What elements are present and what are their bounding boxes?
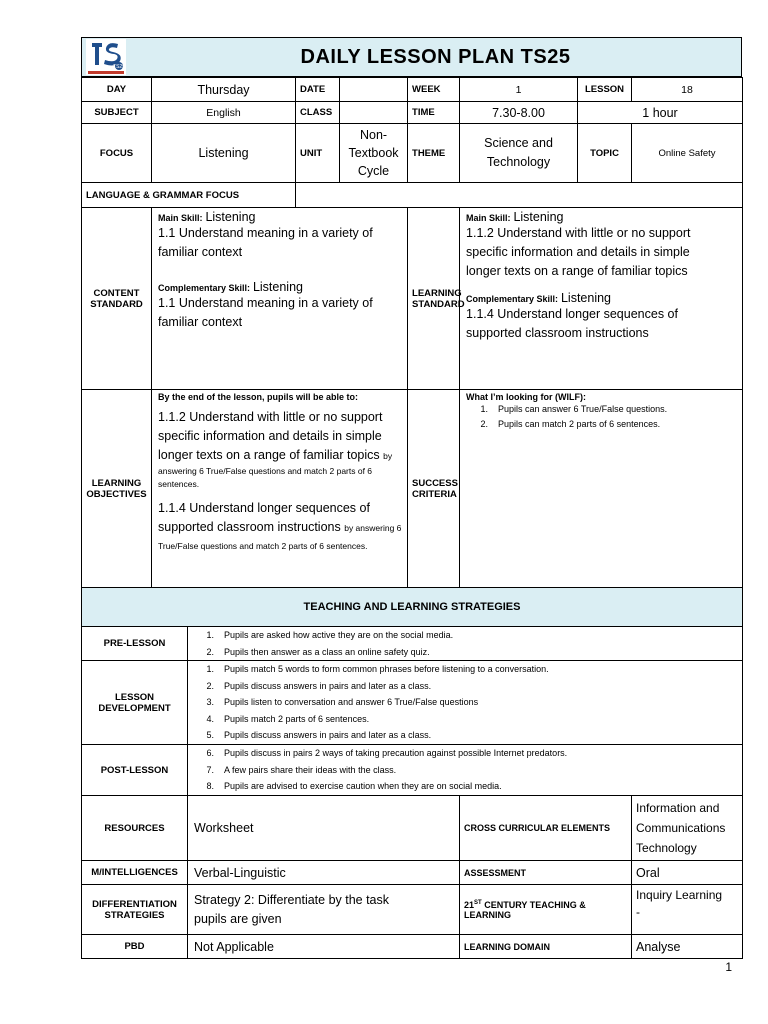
lesson-development-label xyxy=(82,661,188,745)
lo-obj2-tail-1: by answering 6 xyxy=(344,523,402,533)
cce-label: CROSS CURRICULAR ELEMENTS xyxy=(460,796,632,861)
pbd-label: PBD xyxy=(82,935,188,959)
learning-objectives-label xyxy=(82,390,152,588)
cce-line-1: Information and xyxy=(636,801,720,815)
post-lesson-body xyxy=(188,745,743,796)
lesson-plan-table xyxy=(81,77,743,959)
pbd-value: Not Applicable xyxy=(188,935,460,959)
language-focus-value xyxy=(296,183,743,208)
unit-line-1: Non- xyxy=(359,128,388,142)
pre-lesson-body xyxy=(188,627,743,661)
list-item: 6. Pupils discuss in pairs 2 ways of taking precaution against possible Internet predators. xyxy=(206,748,568,759)
ls-main-line-1: 1.1.2 Understand with little or no support xyxy=(466,226,691,240)
lo-label-2: OBJECTIVES xyxy=(86,488,147,500)
cs-main-line-2: familiar context xyxy=(158,245,243,259)
row-resources xyxy=(82,796,743,861)
date-label: DATE xyxy=(296,78,340,102)
c21-prefix: 21 xyxy=(464,899,475,910)
row-intelligences xyxy=(82,861,743,885)
list-item: 2. Pupils discuss answers in pairs and later as a class. xyxy=(206,680,432,691)
cce-value xyxy=(632,796,743,861)
language-focus-label: LANGUAGE & GRAMMAR FOCUS xyxy=(82,183,296,208)
sc-label-2: CRITERIA xyxy=(412,488,457,500)
cs-main-line-1: 1.1 Understand meaning in a variety of xyxy=(158,226,373,240)
c21-sup: ST xyxy=(474,899,482,906)
c21-value xyxy=(632,885,743,935)
lo-obj1-tail-3: sentences. xyxy=(158,479,200,489)
lesson-value: 18 xyxy=(632,78,743,102)
row-differentiation xyxy=(82,885,743,935)
cs-comp-prefix: Complementary Skill: xyxy=(158,283,251,293)
time-label: TIME xyxy=(408,102,460,124)
c21-label xyxy=(460,885,632,935)
unit-line-3: Cycle xyxy=(357,164,390,178)
row-subject xyxy=(82,102,743,124)
lesson-development-body xyxy=(188,661,743,745)
learning-domain-label: LEARNING DOMAIN xyxy=(460,935,632,959)
duration-value: 1 hour xyxy=(578,102,743,124)
ls-main-skill: Listening xyxy=(513,210,564,224)
c21-value-2: - xyxy=(636,905,641,919)
lo-intro: By the end of the lesson, pupils will be able to: xyxy=(158,392,359,402)
cs-comp-skill: Listening xyxy=(252,280,303,294)
lo-obj2-line-2: supported classroom instructions xyxy=(158,520,341,534)
lo-obj2-tail-2: True/False questions and match 2 parts of 6 sentences. xyxy=(158,541,368,551)
row-objectives xyxy=(82,390,743,588)
diff-value-1: Strategy 2: Differentiate by the task xyxy=(194,892,390,907)
learning-standard-label xyxy=(408,208,465,390)
lesson-plan-sheet xyxy=(81,37,742,959)
sc-label-1: SUCCESS xyxy=(412,477,458,489)
theme-line-1: Science and xyxy=(484,136,553,150)
list-item: 1. Pupils are asked how active they are on the social media. xyxy=(206,630,454,640)
subject-label: SUBJECT xyxy=(82,102,152,124)
topic-value: Online Safety xyxy=(632,124,743,183)
ts25-logo-icon xyxy=(86,39,126,75)
list-item: 8. Pupils are advised to exercise caution when they are on social media. xyxy=(206,781,502,792)
theme-value xyxy=(460,124,578,183)
diff-label-1: DIFFERENTIATION xyxy=(92,898,177,910)
c21-rest: CENTURY TEACHING & xyxy=(481,899,586,910)
strategies-band: TEACHING AND LEARNING STRATEGIES xyxy=(82,588,743,627)
lo-label-1: LEARNING xyxy=(91,477,142,489)
day-value: Thursday xyxy=(152,78,296,102)
row-language-focus xyxy=(82,183,743,208)
row-lesson-development xyxy=(82,661,743,745)
lo-obj2-line-1: 1.1.4 Understand longer sequences of xyxy=(158,501,370,515)
row-pre-lesson xyxy=(82,627,743,661)
intelligences-label: M/INTELLIGENCES xyxy=(82,861,188,885)
intelligences-value: Verbal-Linguistic xyxy=(188,861,460,885)
list-item: 4. Pupils match 2 parts of 6 sentences. xyxy=(206,713,370,724)
resources-value: Worksheet xyxy=(188,796,460,861)
theme-label: THEME xyxy=(408,124,460,183)
page-number: 1 xyxy=(725,960,732,974)
learning-objectives-body xyxy=(152,390,408,588)
learning-standard-body xyxy=(460,208,743,390)
differentiation-label xyxy=(82,885,188,935)
resources-label: RESOURCES xyxy=(82,796,188,861)
list-item: 1. Pupils match 5 words to form common phrases before listening to a conversation. xyxy=(206,664,549,675)
lo-obj1-tail-1: by xyxy=(383,451,393,461)
title-row xyxy=(81,37,742,77)
ls-label-2: STANDARD xyxy=(412,298,465,310)
content-standard-label-2: STANDARD xyxy=(90,298,143,310)
row-day xyxy=(82,78,743,102)
logo-text: TS25 xyxy=(113,64,125,70)
diff-value-2: pupils are given xyxy=(194,911,282,926)
content-standard-label xyxy=(82,208,152,390)
success-criteria-label xyxy=(408,390,460,588)
unit-label: UNIT xyxy=(296,124,340,183)
row-post-lesson xyxy=(82,745,743,796)
cs-comp-line-1: 1.1 Understand meaning in a variety of xyxy=(158,296,373,310)
pre-lesson-label: PRE-LESSON xyxy=(82,627,188,661)
ls-main-prefix: Main Skill: xyxy=(466,213,511,223)
time-value: 7.30-8.00 xyxy=(460,102,578,124)
c21-value-1: Inquiry Learning xyxy=(636,888,723,902)
cs-main-skill: Listening xyxy=(205,210,256,224)
pre-lesson-list xyxy=(192,627,738,660)
ls-comp-skill: Listening xyxy=(560,291,612,305)
row-pbd xyxy=(82,935,743,959)
ls-comp-line-1: 1.1.4 Understand longer sequences of xyxy=(466,307,678,321)
theme-line-2: Technology xyxy=(486,155,551,169)
list-item: 1. Pupils can answer 6 True/False questions. xyxy=(480,404,668,414)
week-value: 1 xyxy=(460,78,578,102)
ls-main-line-2: specific information and details in simple xyxy=(466,245,690,259)
list-item: 7. A few pairs share their ideas with the class. xyxy=(206,764,397,775)
list-item: 2. Pupils can match 2 parts of 6 sentences. xyxy=(480,419,661,429)
content-standard-label-1: CONTENT xyxy=(93,287,140,299)
post-lesson-label: POST-LESSON xyxy=(82,745,188,796)
cs-comp-line-2: familiar context xyxy=(158,315,243,329)
lo-obj1-line-1: 1.1.2 Understand with little or no support xyxy=(158,410,383,424)
class-label: CLASS xyxy=(296,102,340,124)
unit-line-2: Textbook xyxy=(348,146,399,160)
ls-label-1: LEARNING xyxy=(412,287,462,299)
diff-label-2: STRATEGIES xyxy=(104,909,165,921)
lesson-label: LESSON xyxy=(578,78,632,102)
row-focus xyxy=(82,124,743,183)
topic-label: TOPIC xyxy=(578,124,632,183)
ld-label-2: DEVELOPMENT xyxy=(98,702,171,714)
week-label: WEEK xyxy=(408,78,460,102)
list-item: 3. Pupils listen to conversation and answer 6 True/False questions xyxy=(206,697,479,708)
differentiation-value xyxy=(188,885,460,935)
success-criteria-body xyxy=(460,390,743,588)
lo-obj1-line-2: specific information and details in simple xyxy=(158,429,382,443)
sc-intro: What I’m looking for (WILF): xyxy=(466,392,586,402)
date-value xyxy=(340,78,408,102)
day-label: DAY xyxy=(82,78,152,102)
ls-comp-line-2: supported classroom instructions xyxy=(466,326,649,340)
focus-value: Listening xyxy=(152,124,296,183)
cce-line-3: Technology xyxy=(636,841,697,855)
lo-obj1-line-3: longer texts on a range of familiar topics xyxy=(158,448,380,462)
learning-domain-value: Analyse xyxy=(632,935,743,959)
focus-label: FOCUS xyxy=(82,124,152,183)
subject-value: English xyxy=(152,102,296,124)
assessment-label: ASSESSMENT xyxy=(460,861,632,885)
ls-main-line-3: longer texts on a range of familiar topics xyxy=(466,264,688,278)
cce-line-2: Communications xyxy=(636,821,726,835)
list-item: 5. Pupils discuss answers in pairs and later as a class. xyxy=(206,730,432,741)
list-item: 2. Pupils then answer as a class an online safety quiz. xyxy=(206,646,430,657)
cs-main-prefix: Main Skill: xyxy=(158,213,203,223)
class-value xyxy=(340,102,408,124)
lo-obj1-tail-2: answering 6 True/False questions and match 2 parts of 6 xyxy=(158,466,373,476)
c21-label-2: LEARNING xyxy=(464,909,512,920)
page-title: DAILY LESSON PLAN TS25 xyxy=(300,46,571,68)
post-lesson-list xyxy=(192,745,738,795)
content-standard-body xyxy=(152,208,408,390)
ld-label-1: LESSON xyxy=(114,691,155,703)
assessment-value: Oral xyxy=(632,861,743,885)
ls-comp-prefix: Complementary Skill: xyxy=(466,294,559,304)
sc-list xyxy=(466,402,738,432)
lesson-development-list xyxy=(192,661,738,744)
row-strategies-band xyxy=(82,588,743,627)
row-standards xyxy=(82,208,743,390)
unit-value xyxy=(340,124,408,183)
